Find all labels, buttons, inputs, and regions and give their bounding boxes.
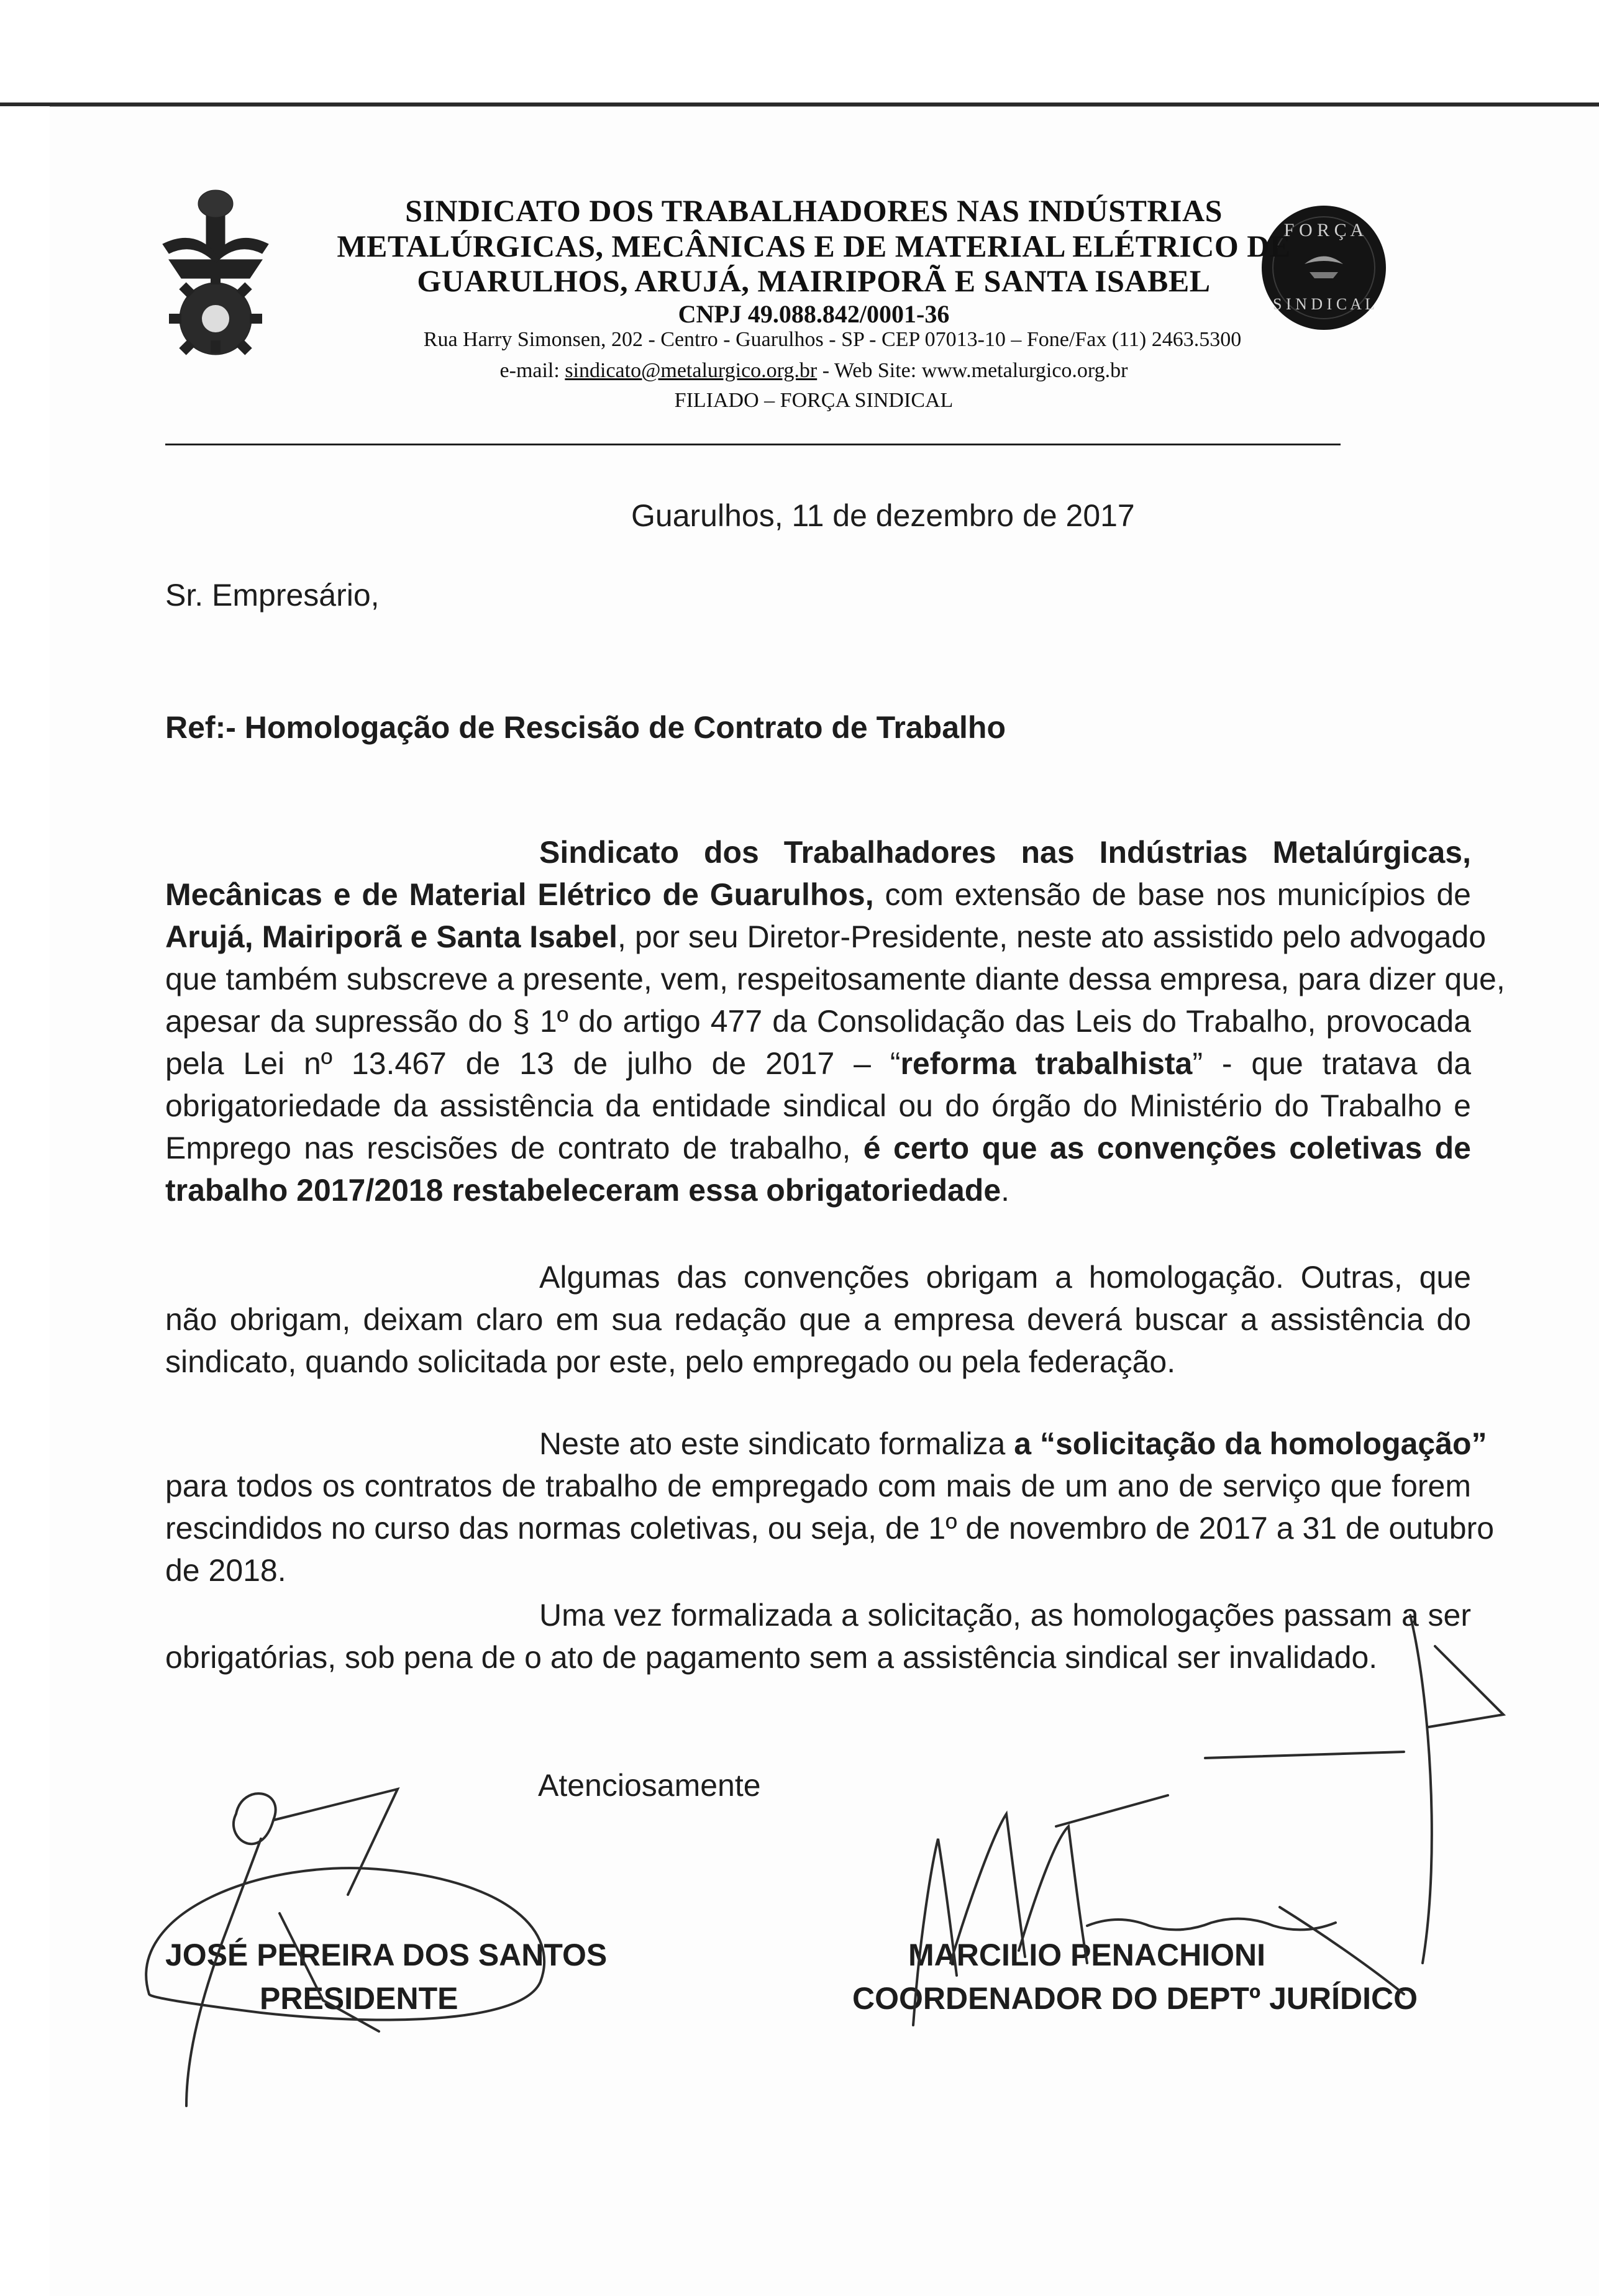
p3-line-3: rescindidos no curso das normas coletivas, ou seja, de 1º de novembro de 2017 a 31 de outubro [165,1511,1495,1546]
p3-line-2: para todos os contratos de trabalho de empregado com mais de um ano de serviço que forem [165,1469,1471,1503]
reference-line: Ref:- Homologação de Rescisão de Contrato de Trabalho [165,710,1006,745]
signer-left-name: JOSÉ PEREIRA DOS SANTOS [165,1938,608,1972]
p1-line-8: Emprego nas rescisões de contrato de trabalho, é certo que as convenções coletivas de [165,1131,1471,1165]
letterhead-cnpj: CNPJ 49.088.842/0001-36 [678,300,950,328]
union-emblem-logo [157,185,275,359]
p1-line-2: Mecânicas e de Material Elétrico de Guarulhos, com extensão de base nos municípios de [165,877,1471,912]
p1-line-6: pela Lei nº 13.467 de 13 de julho de 2017 – “reforma trabalhista” - que tratava da [165,1046,1471,1081]
salutation: Sr. Empresário, [165,578,380,613]
paragraph-2 [165,1256,1471,1383]
signer-left-title: PRESIDENTE [260,1981,458,2016]
letterhead-line-1: SINDICATO DOS TRABALHADORES NAS INDÚSTRIAS [405,193,1223,228]
letterhead-address: Rua Harry Simonsen, 202 - Centro - Guarulhos - SP - CEP 07013-10 – Fone/Fax (11) 2463.5300 [423,328,1242,351]
header-divider [165,444,1341,445]
website-text: - Web Site: www.metalurgico.org.br [817,359,1128,382]
letterhead-affiliation: FILIADO – FORÇA SINDICAL [674,389,954,412]
signer-right-name: MARCILIO PENACHIONI [908,1938,1265,1972]
p2-line-2: não obrigam, deixam claro em sua redação que a empresa deverá buscar a assistência do [165,1302,1471,1337]
seal-text-top: F O R Ç A [1283,220,1364,240]
paragraph-3 [165,1423,1495,1592]
p3-line-4: de 2018. [165,1553,286,1588]
scan-background [0,0,1599,104]
p4-line-1: Uma vez formalizada a solicitação, as homologações passam a ser [539,1598,1471,1633]
p1-line-1: Sindicato dos Trabalhadores nas Indústrias Metalúrgicas, [539,835,1471,870]
p2-line-3: sindicato, quando solicitada por este, pelo empregado ou pela federação. [165,1344,1176,1379]
p1-line-9: trabalho 2017/2018 restabeleceram essa obrigatoriedade. [165,1173,1010,1208]
paragraph-4 [165,1594,1471,1679]
letterhead-contacts [311,359,1317,383]
p3-line-1: Neste ato este sindicato formaliza a “solicitação da homologação” [539,1426,1487,1461]
letterhead-line-3: GUARULHOS, ARUJÁ, MAIRIPORÃ E SANTA ISABEL [417,263,1211,298]
p1-line-4: que também subscreve a presente, vem, respeitosamente diante dessa empresa, para dizer que, [165,962,1505,996]
signer-right-title: COORDENADOR DO DEPTº JURÍDICO [852,1981,1418,2016]
p1-line-7: obrigatoriedade da assistência da entidade sindical ou do órgão do Ministério do Trabalho e [165,1088,1471,1123]
email-prefix: e-mail: [499,359,565,382]
p1-line-5: apesar da supressão do § 1º do artigo 477 da Consolidação das Leis do Trabalho, provocada [165,1004,1471,1039]
p1-line-3: Arujá, Mairiporã e Santa Isabel, por seu Diretor-Presidente, neste ato assistido pelo advogado [165,919,1487,954]
seal-text-bottom: S I N D I C A L [1273,295,1375,313]
p4-line-2: obrigatórias, sob pena de o ato de pagamento sem a assistência sindical ser invalidado. [165,1640,1378,1675]
email-link[interactable]: sindicato@metalurgico.org.br [565,359,818,382]
p2-line-1: Algumas das convenções obrigam a homologação. Outras, que [539,1260,1471,1295]
paragraph-1 [165,831,1505,1211]
letter-date: Guarulhos, 11 de dezembro de 2017 [631,498,1135,533]
letterhead-line-2: METALÚRGICAS, MECÂNICAS E DE MATERIAL ELÉTRICO DE [337,229,1291,263]
closing: Atenciosamente [538,1768,761,1803]
